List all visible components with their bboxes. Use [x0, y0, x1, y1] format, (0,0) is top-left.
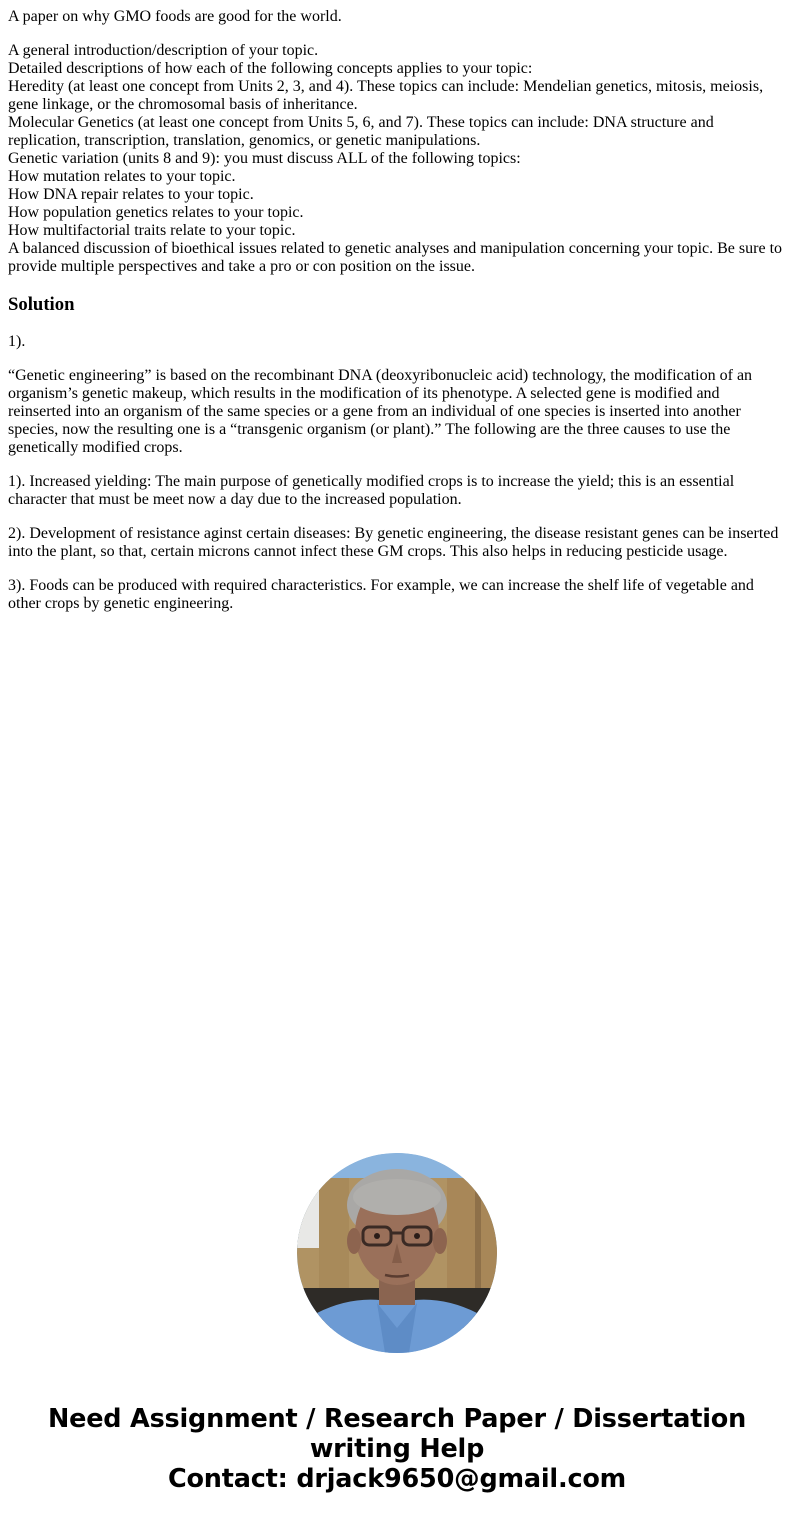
- solution-paragraph: 1). Increased yielding: The main purpose of genetically modified crops is to increase the yield; this is an essential character that must be meet now a day due to the increased population.: [8, 473, 735, 508]
- requirement-line: Molecular Genetics (at least one concept from Units 5, 6, and 7). These topics can include: DNA structure and replication, transcription, translation, genomics, or genetic manipulations.: [8, 114, 714, 149]
- question-requirements: [8, 42, 786, 276]
- promo-banner: [0, 1404, 794, 1494]
- requirement-line: How DNA repair relates to your topic.: [8, 186, 254, 203]
- requirement-line: Heredity (at least one concept from Units 2, 3, and 4). These topics can include: Mendelian genetics, mitosis, meiosis, gene linkage, or the chromosomal basis of inheritance.: [8, 78, 764, 113]
- requirement-line: Detailed descriptions of how each of the following concepts applies to your topic:: [8, 60, 533, 77]
- requirement-line: A balanced discussion of bioethical issues related to genetic analyses and manipulation concerning your topic. Be sure to provide multiple perspectives and take a pro or con position on the issue.: [8, 240, 783, 275]
- document-body: [8, 8, 786, 629]
- solution-paragraph: 2). Development of resistance aginst certain diseases: By genetic engineering, the disease resistant genes can be inserted into the plant, so that, certain microns cannot infect these GM crops. This also helps in reducing pesticide usage.: [8, 525, 779, 560]
- requirement-line: Genetic variation (units 8 and 9): you must discuss ALL of the following topics:: [8, 150, 521, 167]
- avatar: [297, 1153, 497, 1353]
- requirement-line: A general introduction/description of your topic.: [8, 42, 319, 59]
- solution-paragraph: 1).: [8, 333, 26, 350]
- requirement-line: How mutation relates to your topic.: [8, 168, 236, 185]
- question-title: A paper on why GMO foods are good for the world.: [8, 8, 342, 25]
- solution-paragraph: “Genetic engineering” is based on the recombinant DNA (deoxyribonucleic acid) technology, the modification of an organism’s genetic makeup, which results in the modification of its phenotype. A selected gene is modified and reinserted into an organism of the same species or a gene from an individual of one species is inserted into another species, now the resulting one is a “transgenic organism (or plant).” The following are the three causes to use the genetically modified crops.: [8, 367, 753, 456]
- solution-heading: Solution: [8, 294, 75, 315]
- portrait-image: [297, 1153, 497, 1353]
- promo-contact: Contact: drjack9650@gmail.com: [167, 1464, 627, 1494]
- promo-line: writing Help: [309, 1434, 485, 1464]
- requirement-line: How multifactorial traits relate to your topic.: [8, 222, 296, 239]
- promo-line: Need Assignment / Research Paper / Dissertation: [47, 1404, 747, 1434]
- requirement-line: How population genetics relates to your topic.: [8, 204, 304, 221]
- solution-paragraph: 3). Foods can be produced with required characteristics. For example, we can increase the shelf life of vegetable and other crops by genetic engineering.: [8, 577, 754, 612]
